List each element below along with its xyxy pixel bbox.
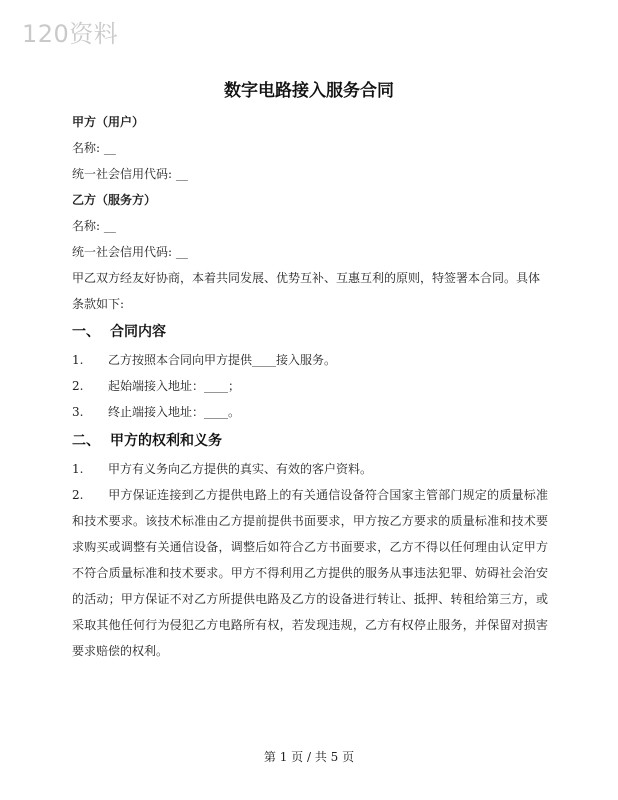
- party-b-code-label: 统一社会信用代码:: [72, 245, 173, 259]
- item-number: 2.: [72, 379, 84, 393]
- party-a-heading: 甲方（用户）: [72, 115, 145, 129]
- item-text: 终止端接入地址：____。: [108, 405, 241, 419]
- item-number: 1.: [72, 353, 84, 367]
- party-a-code-label: 统一社会信用代码:: [72, 167, 173, 181]
- item-text: 乙方按照本合同向甲方提供____接入服务。: [108, 353, 337, 367]
- section-1-heading: [72, 321, 166, 341]
- party-b-heading: 乙方（服务方）: [72, 193, 157, 207]
- party-b-code-value: __: [175, 245, 188, 259]
- party-a-code-value: __: [175, 167, 188, 181]
- item-text: 甲方保证连接到乙方提供电路上的有关通信设备符合国家主管部门规定的质量标准和技术要求。该技术标准由乙方提前提供书面要求，甲方按乙方要求的质量标准和技术要求购买或调整有关通信设备，调整后如符合乙方书面要求，乙方不得以任何理由认定甲方不符合质量标准和技术要求。甲方不得利用乙方提供的服务从事违法犯罪、妨碍社会治安的活动；甲方保证不对乙方所提供电路及乙方的设备进行转让、抵押、转租给第三方，或采取其他任何行为侵犯乙方电路所有权，若发现违规，乙方有权停止服务，并保留对损害要求赔偿的权利。: [72, 488, 548, 658]
- party-b-name-row: [72, 218, 116, 234]
- watermark: 120资料: [22, 20, 119, 48]
- section-2-heading: [72, 430, 222, 450]
- intro-line-2: 条款如下:: [72, 297, 125, 311]
- section-1-title: 合同内容: [110, 324, 166, 340]
- section-1-item-3: [72, 404, 240, 420]
- item-number: 1.: [72, 462, 84, 476]
- item-text: 起始端接入地址：____；: [108, 379, 241, 393]
- party-b-name-value: __: [103, 219, 116, 233]
- item-number: 3.: [72, 405, 84, 419]
- section-1-item-2: [72, 378, 240, 394]
- party-a-name-row: [72, 140, 116, 156]
- section-2-item-1: [72, 461, 372, 477]
- section-1-number: 一、: [72, 324, 100, 340]
- item-number: 2.: [72, 488, 84, 502]
- intro-line-1: 甲乙双方经友好协商，本着共同发展、优势互补、互惠互利的原则，特签署本合同。具体: [72, 271, 541, 285]
- party-a-name-label: 名称:: [72, 141, 101, 155]
- page-footer: 第 1 页 / 共 5 页: [263, 750, 355, 764]
- document-title: 数字电路接入服务合同: [224, 81, 394, 101]
- section-2-item-2: [72, 482, 548, 664]
- item-text: 甲方有义务向乙方提供的真实、有效的客户资料。: [108, 462, 373, 476]
- section-2-title: 甲方的权利和义务: [110, 433, 222, 449]
- section-2-number: 二、: [72, 433, 100, 449]
- party-b-name-label: 名称:: [72, 219, 101, 233]
- party-b-code-row: [72, 244, 188, 260]
- party-a-code-row: [72, 166, 188, 182]
- section-1-item-1: [72, 352, 336, 368]
- party-a-name-value: __: [103, 141, 116, 155]
